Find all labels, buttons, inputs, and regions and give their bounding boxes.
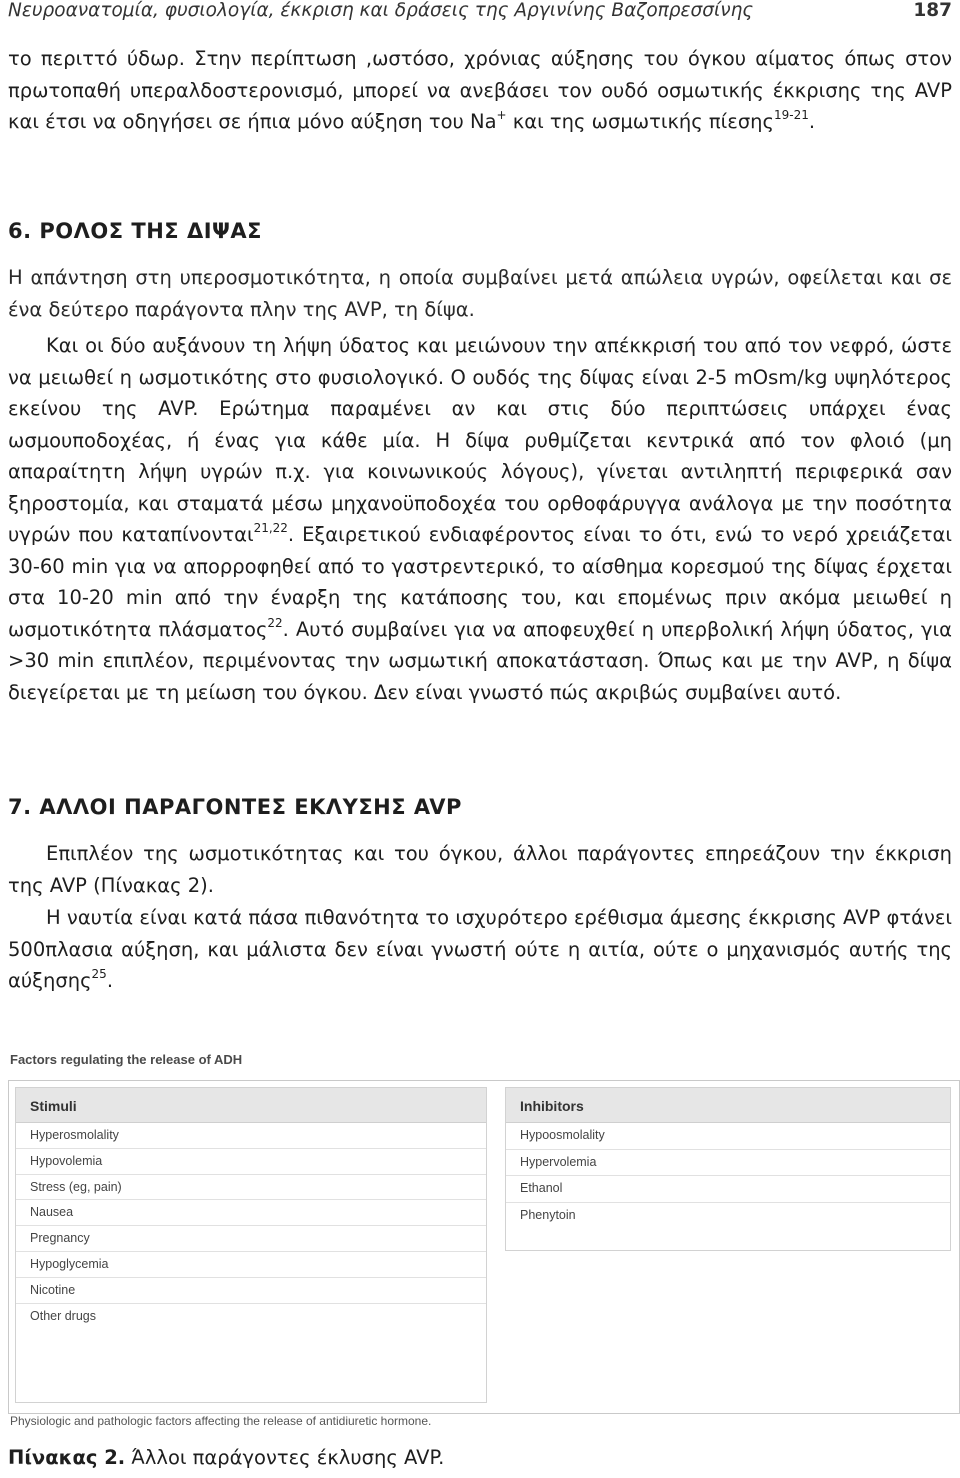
intro-end: . <box>808 110 816 133</box>
section-6-p2-text-b: . Εξαιρετικού ενδιαφέροντος είναι το ότι, ενώ το νερό χρειάζεται 30-60 min για να απορροφηθεί από το γαστρεντερικό, το αίσθημα κορεσμού της δίψας έρχεται στα 10-20 min από την έναρξη της κατάποσης του, και επομένως πριν ακόμα μειωθεί η ωσμοτικότητα πλάσματος <box>8 523 952 641</box>
running-header <box>8 0 952 26</box>
inhibitors-row: Ethanol <box>506 1176 950 1203</box>
section-6-p2-text-c: . Αυτό συμβαίνει για να αποφευχθεί η υπερβολική λήψη ύδατος, για >30 min επιπλέον, περιμένοντας την ωσμωτική αποκατάσταση. Όπως και με την AVP, η δίψα διεγείρεται με τη μείωση του όγκου. Δεν είναι γνωστό πώς ακριβώς συμβαίνει αυτό. <box>8 617 952 704</box>
section-7-p2-text: Η ναυτία είναι κατά πάσα πιθανότητα το ισχυρότερο ερέθισμα άμεσης έκκρισης AVP φτάνει 500πλασια αύξηση, και μάλιστα δεν είναι γνωστή ούτε η αιτία, ούτε ο μηχανισμός αυτής της αύξησης <box>8 906 952 992</box>
inhibitors-header: Inhibitors <box>506 1088 950 1123</box>
section-7-paragraph-2 <box>8 902 952 997</box>
figure-footnote: Physiologic and pathologic factors affecting the release of antidiuretic hormone. <box>10 1414 432 1428</box>
factors-table <box>8 1080 960 1414</box>
inhibitors-row: Hypoosmolality <box>506 1123 950 1150</box>
section-6-p2-text-a: Και οι δύο αυξάνουν τη λήψη ύδατος και μειώνουν την απέκκρισή του από τον νεφρό, ώστε να μειωθεί η ωσμοτικότης στο φυσιολογικό. Ο ουδός της δίψας είναι 2-5 mOsm/kg υψηλότερος εκείνου της AVP. Ερώτημα παραμένει αν και στις δύο περιπτώσεις υπάρχει ένας ωσμουποδοχέας, ή ένας για κάθε μία. Η δίψα ρυθμίζεται κεντρικά από τον φλοιό (μη απαραίτητη λήψη υγρών π.χ. για κοινωνικούς λόγους), γίνεται αντιληπτή περιφερικά σαν ξηροστομία, και σταματά μέσω μηχανοϋποδοχέα του ορθοφάρυγγα ανάλογα με την ποσότητα υγρών που καταπίνονται <box>8 334 952 546</box>
intro-text-2: και της ωσμωτικής πίεσης <box>506 110 774 133</box>
figure-title: Factors regulating the release of ADH <box>10 1052 243 1067</box>
intro-paragraph <box>8 43 952 138</box>
section-6-ref-22: 22 <box>267 615 283 630</box>
table-caption <box>8 1446 444 1469</box>
section-6-heading: 6. ΡΟΛΟΣ ΤΗΣ ΔΙΨΑΣ <box>8 219 262 243</box>
stimuli-row: Other drugs <box>30 1308 97 1323</box>
intro-reference: 19-21 <box>773 108 809 122</box>
intro-text: το περιττό ύδωρ. Στην περίπτωση ,ωστόσο, χρόνιας αύξησης του όγκου αίματος όπως στον πρωτοπαθή υπεραλδοστερονισμό, μπορεί να ανεβάσει τον ουδό οσμωτικής έκκρισης της AVP και έτσι να οδηγήσει σε ήπια μόνο αύξηση του Na <box>8 47 952 133</box>
stimuli-row: Hyperosmolality <box>16 1123 486 1149</box>
section-7-paragraph-1 <box>8 838 952 901</box>
section-6-paragraph-1 <box>8 262 952 325</box>
page-number: 187 <box>913 0 952 21</box>
stimuli-row: Stress (eg, pain) <box>16 1175 486 1201</box>
section-6-paragraph-2 <box>8 330 952 708</box>
section-7-p2-end: . <box>106 969 114 992</box>
header-title: Νευροανατομία, φυσιολογία, έκκριση και δράσεις της Αργινίνης Βαζοπρεσσίνης <box>8 0 754 21</box>
inhibitors-row: Phenytoin <box>520 1207 576 1222</box>
adh-factors-figure <box>8 1052 958 1437</box>
stimuli-row: Hypoglycemia <box>16 1252 486 1278</box>
stimuli-column <box>15 1087 487 1403</box>
sodium-plus: + <box>496 108 507 122</box>
section-7-heading: 7. ΑΛΛΟΙ ΠΑΡΑΓΟΝΤΕΣ ΕΚΛΥΣΗΣ AVP <box>8 795 462 819</box>
inhibitors-row: Hypervolemia <box>506 1150 950 1177</box>
stimuli-row: Nicotine <box>16 1278 486 1304</box>
section-6-ref-21-22: 21,22 <box>253 521 288 535</box>
stimuli-header: Stimuli <box>16 1088 486 1123</box>
caption-text: Άλλοι παράγοντες έκλυσης AVP. <box>125 1446 445 1469</box>
section-6-p1-text: Η απάντηση στη υπεροσμοτικότητα, η οποία συμβαίνει μετά απώλεια υγρών, οφείλεται και σε ένα δεύτερο παράγοντα πλην της AVP, τη δίψα. <box>8 266 952 321</box>
stimuli-row: Nausea <box>16 1200 486 1226</box>
section-7-ref-25: 25 <box>91 967 107 981</box>
stimuli-row: Pregnancy <box>16 1226 486 1252</box>
caption-label: Πίνακας 2. <box>8 1446 126 1469</box>
section-7-p1-text: Επιπλέον της ωσμοτικότητας και του όγκου, άλλοι παράγοντες επηρεάζουν την έκκριση της AVP (Πίνακας 2). <box>8 842 952 897</box>
stimuli-row: Hypovolemia <box>16 1149 486 1175</box>
inhibitors-column <box>505 1087 951 1251</box>
